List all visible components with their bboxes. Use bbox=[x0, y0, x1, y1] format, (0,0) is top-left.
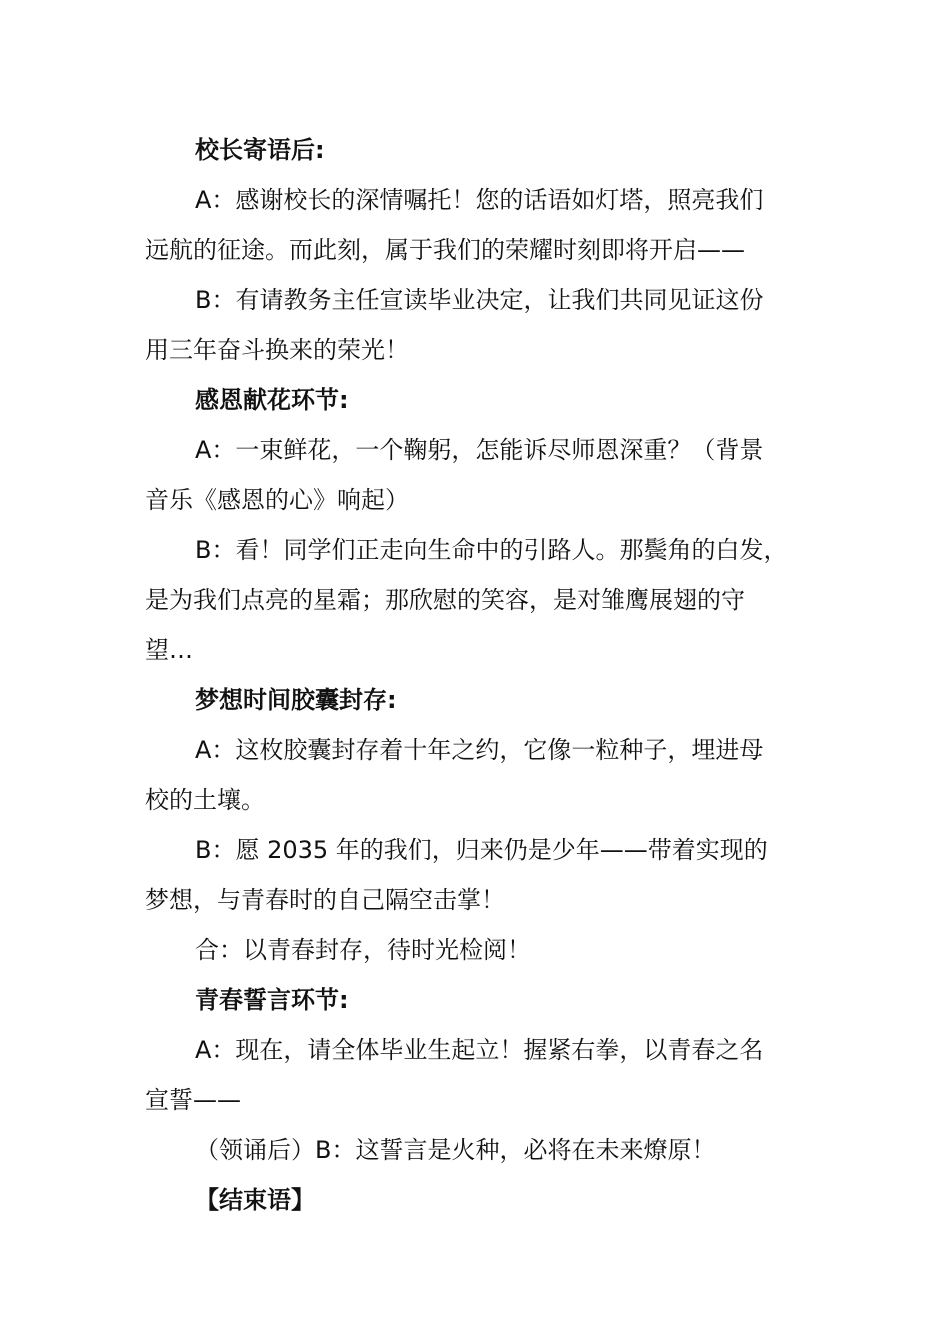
paragraph-line: 宣誓—— bbox=[145, 1086, 241, 1114]
paragraph-line: 音乐《感恩的心》响起） bbox=[145, 486, 409, 514]
paragraph-line: （领诵后）B：这誓言是火种，必将在未来燎原！ bbox=[195, 1136, 716, 1164]
paragraph-line: 合：以青春封存，待时光检阅！ bbox=[195, 936, 531, 964]
section-heading-principal-speech: 校长寄语后: bbox=[195, 136, 325, 164]
paragraph-line: 梦想，与青春时的自己隔空击掌！ bbox=[145, 886, 505, 914]
section-heading-closing: 【结束语】 bbox=[195, 1186, 315, 1214]
paragraph-line: 用三年奋斗换来的荣光！ bbox=[145, 336, 409, 364]
paragraph-line: 校的土壤。 bbox=[145, 786, 265, 814]
paragraph-line: 望… bbox=[145, 636, 193, 664]
section-heading-youth-oath: 青春誓言环节: bbox=[195, 986, 349, 1014]
paragraph-line: B：有请教务主任宣读毕业决定，让我们共同见证这份 bbox=[195, 286, 764, 314]
paragraph-line: A：这枚胶囊封存着十年之约，它像一粒种子，埋进母 bbox=[195, 736, 764, 764]
paragraph-line: A：现在，请全体毕业生起立！握紧右拳，以青春之名 bbox=[195, 1036, 764, 1064]
section-heading-flower-presentation: 感恩献花环节: bbox=[195, 386, 349, 414]
section-heading-time-capsule: 梦想时间胶囊封存: bbox=[195, 686, 397, 714]
paragraph-line: A：一束鲜花，一个鞠躬，怎能诉尽师恩深重？（背景 bbox=[195, 436, 764, 464]
paragraph-line: B：看！同学们正走向生命中的引路人。那鬓角的白发， bbox=[195, 536, 788, 564]
paragraph-line: 是为我们点亮的星霜；那欣慰的笑容，是对雏鹰展翅的守 bbox=[145, 586, 745, 614]
paragraph-line: B：愿 2035 年的我们，归来仍是少年——带着实现的 bbox=[195, 836, 768, 864]
paragraph-line: 远航的征途。而此刻，属于我们的荣耀时刻即将开启—— bbox=[145, 236, 745, 264]
paragraph-line: A：感谢校长的深情嘱托！您的话语如灯塔，照亮我们 bbox=[195, 186, 764, 214]
